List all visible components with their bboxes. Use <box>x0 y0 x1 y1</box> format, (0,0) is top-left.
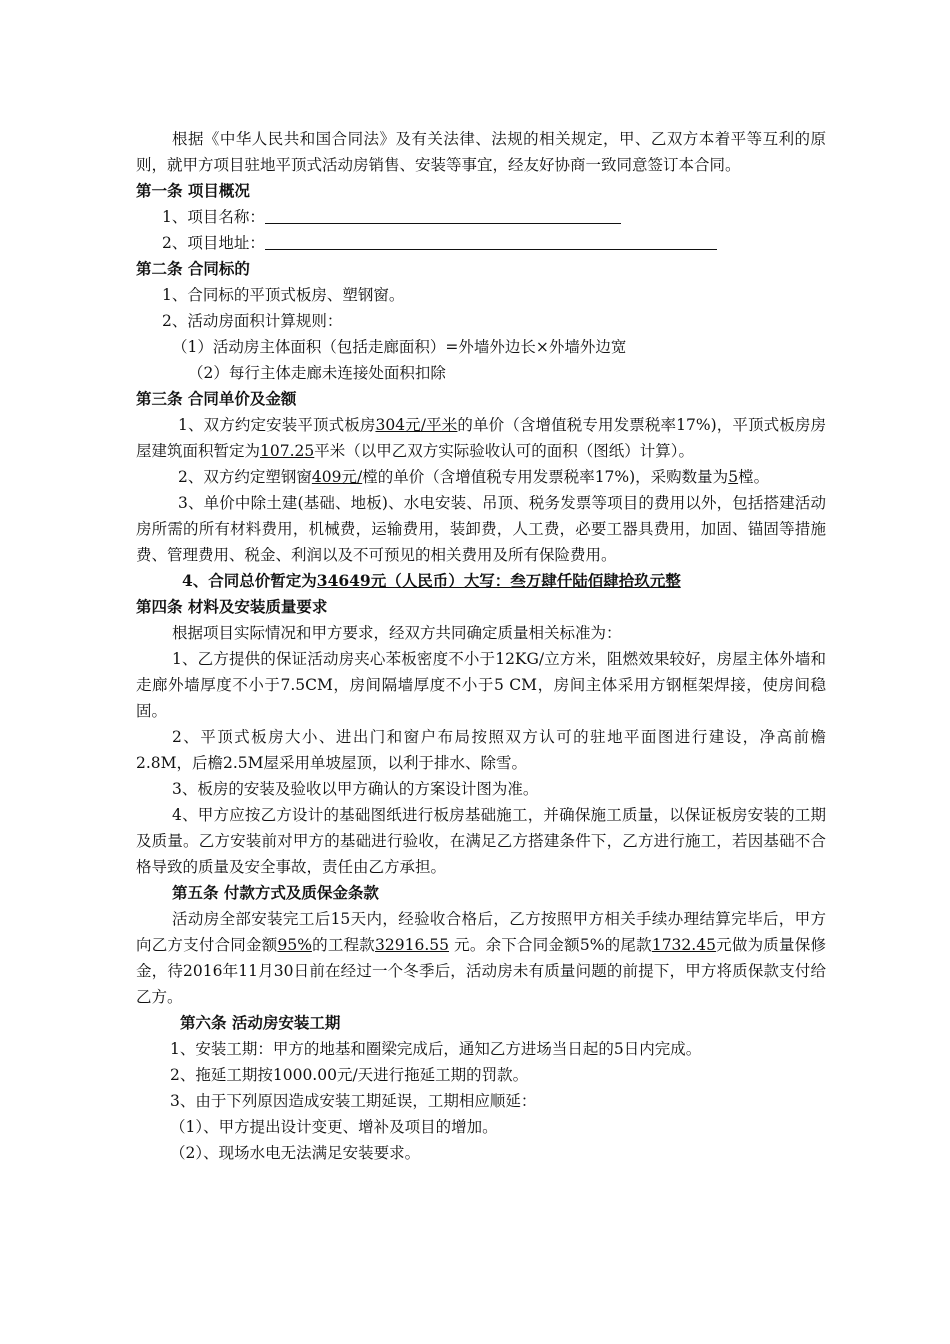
article-5-paragraph: 活动房全部安装完工后15天内，经验收合格后，乙方按照甲方相关手续办理结算完毕后，甲方向乙方支付合同金额95%的工程款32916.55 元。余下合同金额5%的尾款1732.45元做为质量保修金，待2016年11月30日前在经过一个冬季后，活动房未有质量问题的前提下，甲方将质保款支付给乙方。 <box>136 910 826 1006</box>
article-3-item-4: 4、合同总价暂定为34649元（人民币）大写：叁万肆仟陆佰肆拾玖元整 <box>182 571 681 590</box>
article-4-item-1: 1、乙方提供的保证活动房夹心苯板密度不小于12KG/立方米，阻燃效果较好，房屋主体外墙和走廊外墙厚度不小于7.5CM，房间隔墙厚度不小于5 CM，房间主体采用方钢框架焊接，使房间稳固。 <box>136 650 826 720</box>
article-4-intro: 根据项目实际情况和甲方要求，经双方共同确定质量相关标准为： <box>172 624 622 642</box>
article-6-title: 第六条 活动房安装工期 <box>180 1013 341 1032</box>
article-6-item-1: 1、安装工期：甲方的地基和圈梁完成后，通知乙方进场当日起的5日内完成。 <box>170 1040 702 1058</box>
article-2-rule-2: （2）每行主体走廊未连接处面积扣除 <box>188 364 446 382</box>
retention-amount: 1732.45 <box>651 936 716 954</box>
article-3-title: 第三条 合同单价及金额 <box>136 389 297 408</box>
project-address-blank <box>265 231 717 250</box>
project-name-blank <box>265 205 621 224</box>
article-6-item-3: 3、由于下列原因造成安装工期延误，工期相应顺延： <box>170 1092 537 1110</box>
article-5-title: 第五条 付款方式及质保金条款 <box>172 883 379 902</box>
article-6-item-2: 2、拖延工期按1000.00元/天进行拖延工期的罚款。 <box>170 1066 529 1084</box>
payment-amount: 32916.55 <box>375 936 449 954</box>
article-2-item-1: 1、合同标的平顶式板房、塑钢窗。 <box>162 286 405 304</box>
article-4-title: 第四条 材料及安装质量要求 <box>136 597 328 616</box>
contract-page <box>136 126 826 1166</box>
window-unit-price: 409元/ <box>311 468 363 486</box>
article-2-title: 第二条 合同标的 <box>136 259 250 278</box>
project-name-line <box>136 204 826 230</box>
article-4-item-2: 2、平顶式板房大小、进出门和窗户布局按照双方认可的驻地平面图进行建设，净高前檐2.8M，后檐2.5M屋采用单坡屋顶，以利于排水、除雪。 <box>136 728 826 772</box>
window-quantity: 5 <box>728 468 739 486</box>
article-1-title: 第一条 项目概况 <box>136 181 250 200</box>
contract-total: 34649元（人民币）大写：叁万肆仟陆佰肆拾玖元整 <box>316 571 681 590</box>
article-2-rule-1: （1）活动房主体面积（包括走廊面积）=外墙外边长×外墙外边宽 <box>172 338 627 356</box>
project-name-label: 1、项目名称： <box>162 208 265 226</box>
article-3-item-3: 3、单价中除土建(基础、地板)、水电安装、吊顶、税务发票等项目的费用以外，包括搭建活动房所需的所有材料费用，机械费，运输费用，装卸费，人工费，必要工器具费用，加固、锚固等措施费、管理费用、税金、利润以及不可预见的相关费用及所有保险费用。 <box>136 494 826 564</box>
payment-percent: 95% <box>277 936 312 954</box>
article-6-reason-1: （1）、甲方提出设计变更、增补及项目的增加。 <box>170 1118 498 1136</box>
article-3-item-1: 1、双方约定安装平顶式板房304元/平米的单价（含增值税专用发票税率17%)，平顶式板房房屋建筑面积暂定为107.25平米（以甲乙双方实际验收认可的面积（图纸）计算）。 <box>136 416 826 460</box>
article-2-item-2: 2、活动房面积计算规则： <box>162 312 343 330</box>
building-area: 107.25 <box>260 442 315 460</box>
project-address-label: 2、项目地址： <box>162 234 265 252</box>
article-6-reason-2: （2）、现场水电无法满足安装要求。 <box>170 1144 421 1162</box>
board-room-unit-price: 304元/平米 <box>375 416 458 434</box>
project-address-line <box>136 230 826 256</box>
article-4-item-3: 3、板房的安装及验收以甲方确认的方案设计图为准。 <box>172 780 539 798</box>
intro-paragraph: 根据《中华人民共和国合同法》及有关法律、法规的相关规定，甲、乙双方本着平等互利的原则，就甲方项目驻地平顶式活动房销售、安装等事宜，经友好协商一致同意签订本合同。 <box>136 130 826 174</box>
article-4-item-4: 4、甲方应按乙方设计的基础图纸进行板房基础施工，并确保施工质量，以保证板房安装的工期及质量。乙方安装前对甲方的基础进行验收，在满足乙方搭建条件下，乙方进行施工，若因基础不合格导致的质量及安全事故，责任由乙方承担。 <box>136 806 826 876</box>
article-3-item-2: 2、双方约定塑钢窗409元/樘的单价（含增值税专用发票税率17%)，采购数量为5樘。 <box>178 468 770 486</box>
